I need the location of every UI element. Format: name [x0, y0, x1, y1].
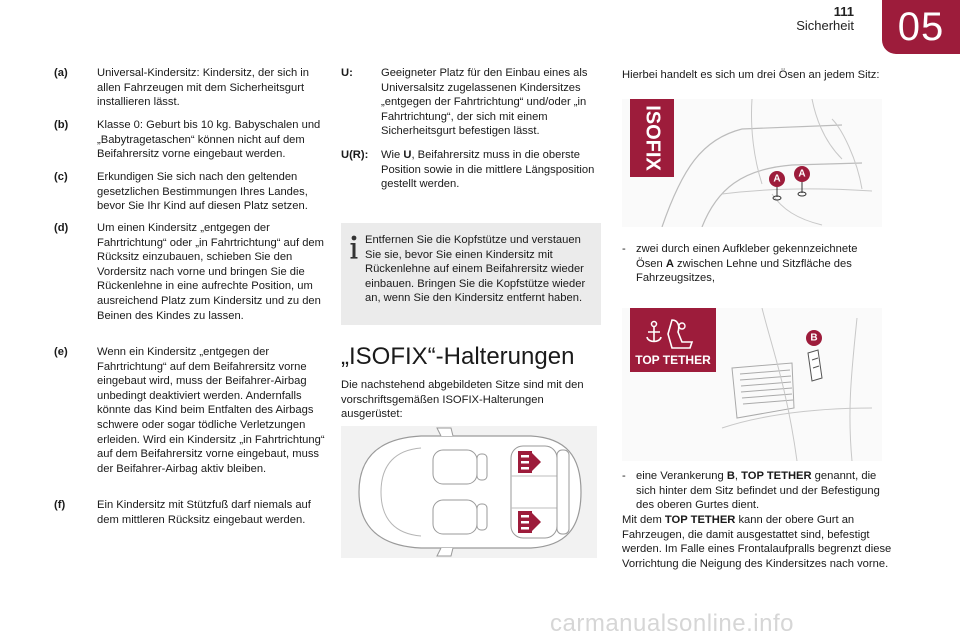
top-tether-sticker: [630, 308, 716, 372]
definition-key: U(R):: [341, 149, 369, 161]
info-box: [341, 223, 601, 325]
definition-key: (a): [54, 67, 68, 79]
definition-text: Klasse 0: Geburt bis 10 kg. Babyschalen und „Babytragetaschen“ können nicht auf dem Beifahrersitz vorne eingebaut werden.: [97, 119, 321, 161]
page-number: 111: [833, 4, 854, 19]
isofix-label: ISOFIX: [641, 105, 664, 171]
bold-fragment: TOP TETHER: [741, 470, 812, 482]
top-tether-label: TOP TETHER: [635, 353, 711, 367]
definition-ur: [341, 148, 606, 192]
anchor-label: B: [810, 332, 818, 344]
text-fragment: Wie: [381, 149, 404, 161]
definition-text: Universal-Kindersitz: Kindersitz, der sich in allen Fahrzeugen mit dem Sicherheitsgurt installieren lässt.: [97, 67, 310, 109]
definition-a: [54, 66, 334, 110]
top-tether-drawing: [622, 308, 882, 461]
definition-key: (d): [54, 222, 69, 234]
isofix-sticker: [630, 99, 674, 177]
definition-text: Ein Kindersitz mit Stützfuß darf niemals auf dem mittleren Rücksitz eingebaut werden.: [97, 499, 311, 526]
definition-text: Wenn ein Kindersitz „entgegen der Fahrtrichtung“ auf dem Beifahrersitz vorne eingebaut wird, muss der Beifahrer-Airbag unbedingt deaktiviert werden. Andernfalls könnte das Kind beim Entfalten des Airbags schwere oder sogar tödliche Verletzungen erleiden. Wird ein Kindersitz „in Fahrtrichtung“ auf dem Beifahrersitz vorne eingebaut, muss der Beifahrer-Airbag aktiv bleiben.: [97, 346, 325, 475]
text-fragment: ,: [734, 470, 742, 482]
definition-text: Geeigneter Platz für den Einbau eines als Universalsitz zugelassenen Kindersitzes „entgegen der Fahrtrichtung“ und/oder „in Fahrtrichtung“, der sich mit einem Sicherheitsgurt befestigen lässt.: [381, 67, 588, 138]
definition-f: [54, 498, 334, 527]
definition-key: (e): [54, 346, 68, 358]
car-seat-diagram: [341, 426, 597, 558]
bold-fragment: U: [403, 149, 412, 161]
chapter-badge: 05: [882, 0, 960, 54]
info-text: Entfernen Sie die Kopfstütze und verstauen Sie sie, bevor Sie einen Kindersitz mit Rückenlehne auf einem Beifahrersitz wieder einbauen. Bringen Sie die Kopfstütze wieder an, wenn Sie den Kindersitz entfernt haben.: [365, 234, 586, 305]
front-seat-bottom: [433, 500, 487, 534]
anchor-label: A: [798, 168, 806, 180]
text-fragment: zwischen Lehne und Sitzfläche des Fahrzeugsitzes,: [636, 257, 852, 285]
bullet-dash: -: [622, 470, 626, 482]
text-fragment: genannt, die sich hinter dem Sitz befindet und der Befestigung des oberen Gurtes dient.: [636, 470, 880, 512]
definition-key: (f): [54, 499, 66, 511]
bullet-top-tether: [622, 469, 882, 513]
definition-u: [341, 66, 606, 139]
bold-fragment: B: [726, 470, 735, 482]
definition-key: U:: [341, 67, 353, 79]
text-fragment: eine Verankerung: [636, 470, 727, 482]
definition-key: (c): [54, 171, 68, 183]
definition-text: [381, 148, 606, 192]
section-title: Sicherheit: [796, 18, 854, 33]
text-fragment: Mit dem: [622, 514, 665, 526]
definition-text: Um einen Kindersitz „entgegen der Fahrtrichtung“ oder „in Fahrtrichtung“ auf dem Rücksitz einzubauen, schieben Sie den Vordersitz nach vorne und bringen Sie die Rückenlehne in eine aufrechte Position, um ausreichend Platz zum Kindersitz und zu den Beinen des Kindes zu lassen.: [97, 222, 324, 322]
text-fragment: zwei durch einen Aufkleber gekennzeichnete Ösen: [636, 243, 858, 270]
definition-d: [54, 221, 334, 323]
anchors-intro: Hierbei handelt es sich um drei Ösen an jedem Sitz:: [622, 69, 880, 81]
bullet-dash: -: [622, 243, 626, 255]
isofix-anchor-illustration: [622, 99, 882, 227]
anchor-a-marker-left: [769, 171, 785, 200]
definition-e: [54, 345, 334, 476]
top-tether-illustration: [622, 308, 882, 461]
section-intro: Die nachstehend abgebildeten Sitze sind mit den vorschriftsgemäßen ISOFIX-Halterungen ausgerüstet:: [341, 379, 584, 421]
anchor-b-marker: [806, 330, 822, 381]
definition-text: Erkundigen Sie sich nach den geltenden gesetzlichen Bestimmungen Ihres Landes, bevor Sie Ihr Kind auf diesen Platz setzen.: [97, 171, 308, 213]
bullet-isofix-anchors: [622, 242, 882, 286]
bullet-text: [636, 469, 882, 513]
definition-b: [54, 118, 334, 162]
watermark: carmanualsonline.info: [550, 610, 794, 637]
anchor-a-marker-right: [794, 166, 810, 196]
bold-fragment: TOP TETHER: [664, 514, 736, 526]
text-fragment: kann der obere Gurt an Fahrzeugen, die damit ausgestattet sind, befestigt werden. Im Falle eines Frontalaufpralls begrenzt diese Vorrichtung die Neigung des Kindersitzes nach vorne.: [622, 514, 892, 570]
bullet-text: [636, 242, 882, 286]
info-icon: [349, 235, 359, 261]
bold-fragment: A: [665, 257, 674, 270]
car-top-view-illustration: [341, 426, 597, 558]
text-fragment: , Beifahrersitz muss in die oberste Position sowie in die mittlere Längsposition gestellt werden.: [381, 149, 595, 191]
definition-key: (b): [54, 119, 69, 131]
definition-c: [54, 170, 334, 214]
rear-seat-isofix-drawing: [622, 99, 882, 227]
top-tether-paragraph: [622, 513, 897, 571]
front-seat-top: [433, 450, 487, 484]
anchor-label: A: [773, 173, 781, 185]
section-heading: „ISOFIX“-Halterungen: [341, 343, 575, 370]
rear-shelf-vent: [732, 363, 794, 418]
